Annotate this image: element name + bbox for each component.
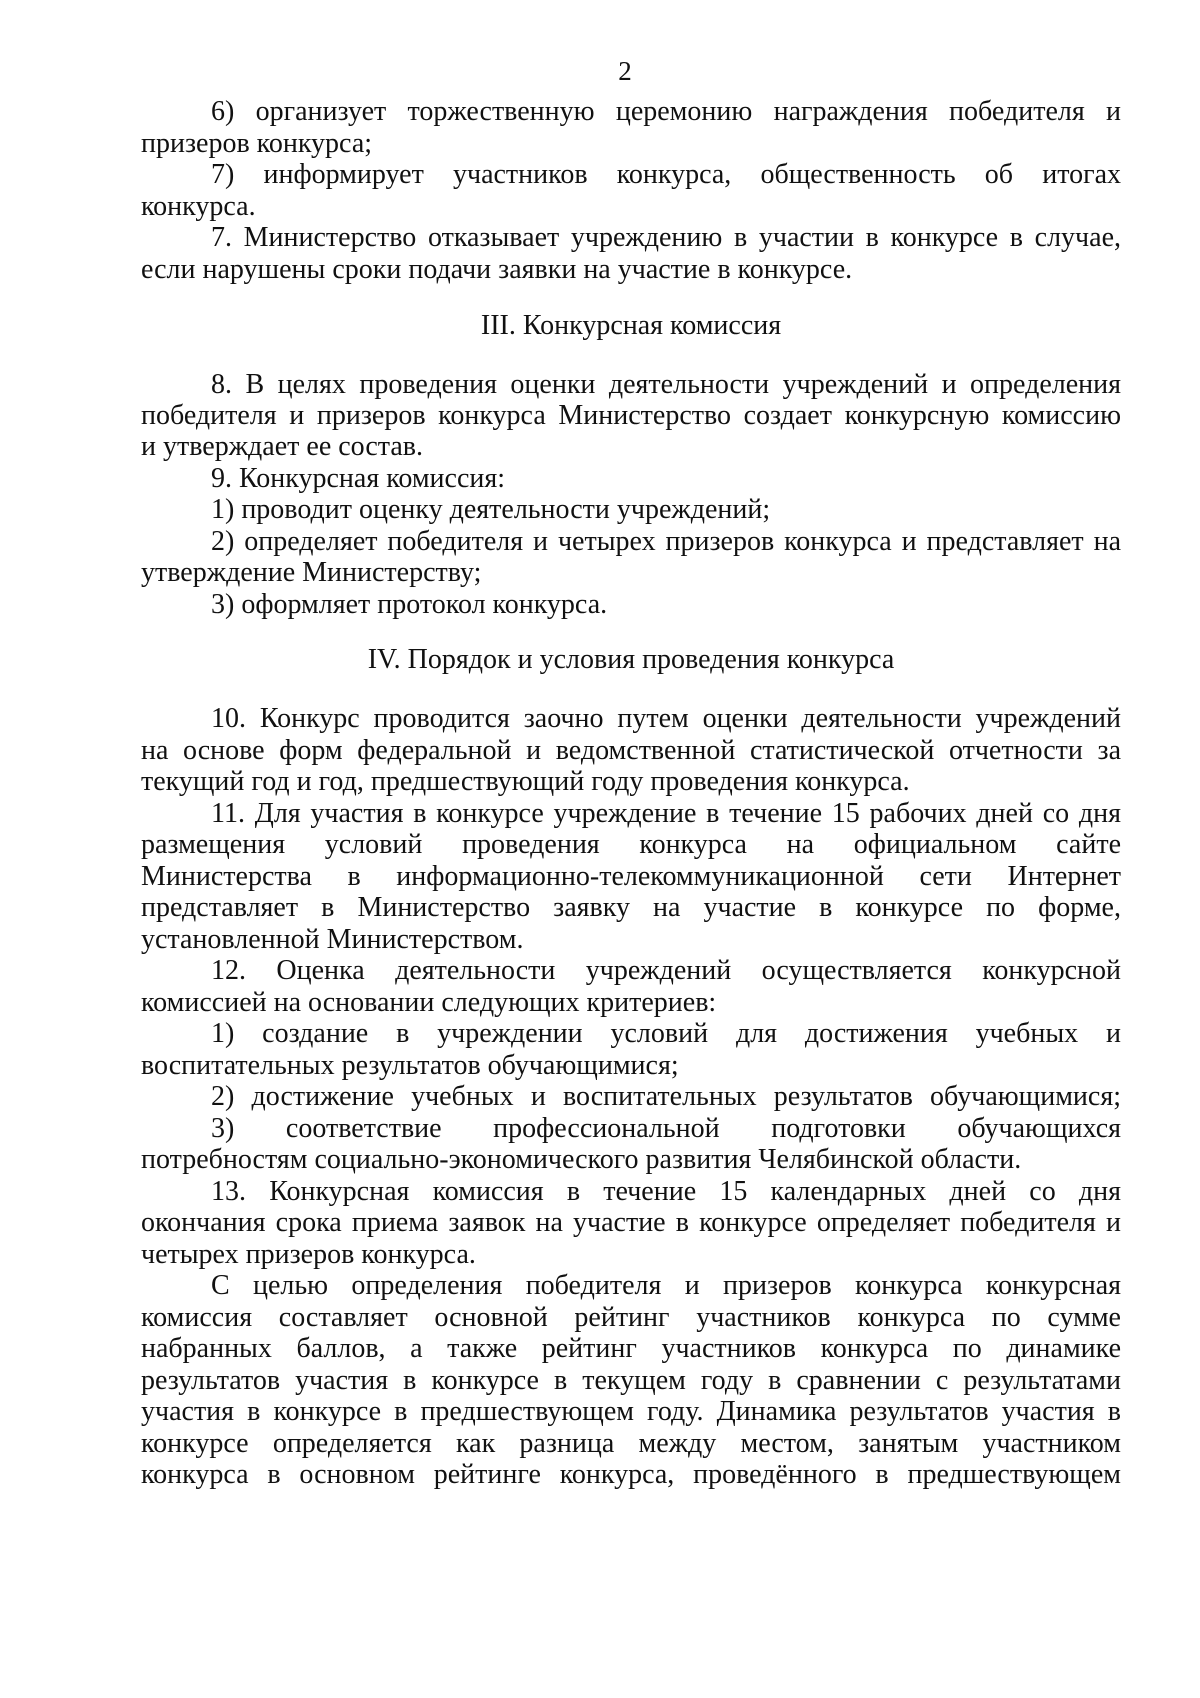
text-line: С целью определения победителя и призеров конкурса конкурсная	[211, 1270, 1121, 1301]
text-line: потребностям социально-экономического развития Челябинской области.	[141, 1144, 1022, 1175]
text-line: 7. Министерство отказывает учреждению в участии в конкурсе в случае,	[211, 222, 1121, 253]
text-line: 1) проводит оценку деятельности учреждений;	[211, 494, 771, 525]
text-line: установленной Министерством.	[141, 924, 524, 955]
text-line: конкурса в основном рейтинге конкурса, проведённого в предшествующем	[141, 1459, 1121, 1490]
text-line: конкурсе определяется как разница между местом, занятым участником	[141, 1428, 1121, 1459]
text-line: 11. Для участия в конкурсе учреждение в течение 15 рабочих дней со дня	[211, 798, 1121, 829]
text-line: конкурса.	[141, 191, 256, 222]
text-line: 1) создание в учреждении условий для достижения учебных и	[211, 1018, 1121, 1049]
text-line: 3) соответствие профессиональной подготовки обучающихся	[211, 1113, 1121, 1144]
text-line: комиссией на основании следующих критериев:	[141, 987, 717, 1018]
text-line: набранных баллов, а также рейтинг участников конкурса по динамике	[141, 1333, 1121, 1364]
page-number: 2	[618, 56, 632, 86]
text-line: 2) достижение учебных и воспитательных результатов обучающимися;	[211, 1081, 1121, 1112]
text-line: если нарушены сроки подачи заявки на участие в конкурсе.	[141, 254, 853, 285]
text-line: на основе форм федеральной и ведомственной статистической отчетности за	[141, 735, 1121, 766]
text-line: 3) оформляет протокол конкурса.	[211, 589, 608, 620]
text-line: Министерства в информационно-телекоммуникационной сети Интернет	[141, 861, 1121, 892]
text-line: окончания срока приема заявок на участие в конкурсе определяет победителя и	[141, 1207, 1121, 1238]
text-line: текущий год и год, предшествующий году проведения конкурса.	[141, 766, 910, 797]
text-line: комиссия составляет основной рейтинг участников конкурса по сумме	[141, 1302, 1121, 1333]
section-heading: III. Конкурсная комиссия	[480, 310, 782, 341]
text-line: призеров конкурса;	[141, 128, 373, 159]
text-line: 8. В целях проведения оценки деятельности учреждений и определения	[211, 369, 1121, 400]
text-line: участия в конкурсе в предшествующем году. Динамика результатов участия в	[141, 1396, 1121, 1427]
section-heading: IV. Порядок и условия проведения конкурса	[367, 644, 895, 675]
text-line: воспитательных результатов обучающимися;	[141, 1050, 679, 1081]
text-line: 13. Конкурсная комиссия в течение 15 календарных дней со дня	[211, 1176, 1121, 1207]
text-line: 12. Оценка деятельности учреждений осуществляется конкурсной	[211, 955, 1121, 986]
text-line: представляет в Министерство заявку на участие в конкурсе по форме,	[141, 892, 1121, 923]
text-line: 9. Конкурсная комиссия:	[211, 463, 506, 494]
text-line: утверждение Министерству;	[141, 557, 482, 588]
text-line: 7) информирует участников конкурса, общественность об итогах	[211, 159, 1121, 190]
text-line: 10. Конкурс проводится заочно путем оценки деятельности учреждений	[211, 703, 1121, 734]
text-line: 6) организует торжественную церемонию награждения победителя и	[211, 96, 1121, 127]
text-line: четырех призеров конкурса.	[141, 1239, 476, 1270]
text-line: 2) определяет победителя и четырех призеров конкурса и представляет на	[211, 526, 1121, 557]
text-line: результатов участия в конкурсе в текущем году в сравнении с результатами	[141, 1365, 1121, 1396]
text-line: победителя и призеров конкурса Министерство создает конкурсную комиссию	[141, 400, 1121, 431]
text-line: размещения условий проведения конкурса на официальном сайте	[141, 829, 1121, 860]
text-line: и утверждает ее состав.	[141, 431, 424, 462]
